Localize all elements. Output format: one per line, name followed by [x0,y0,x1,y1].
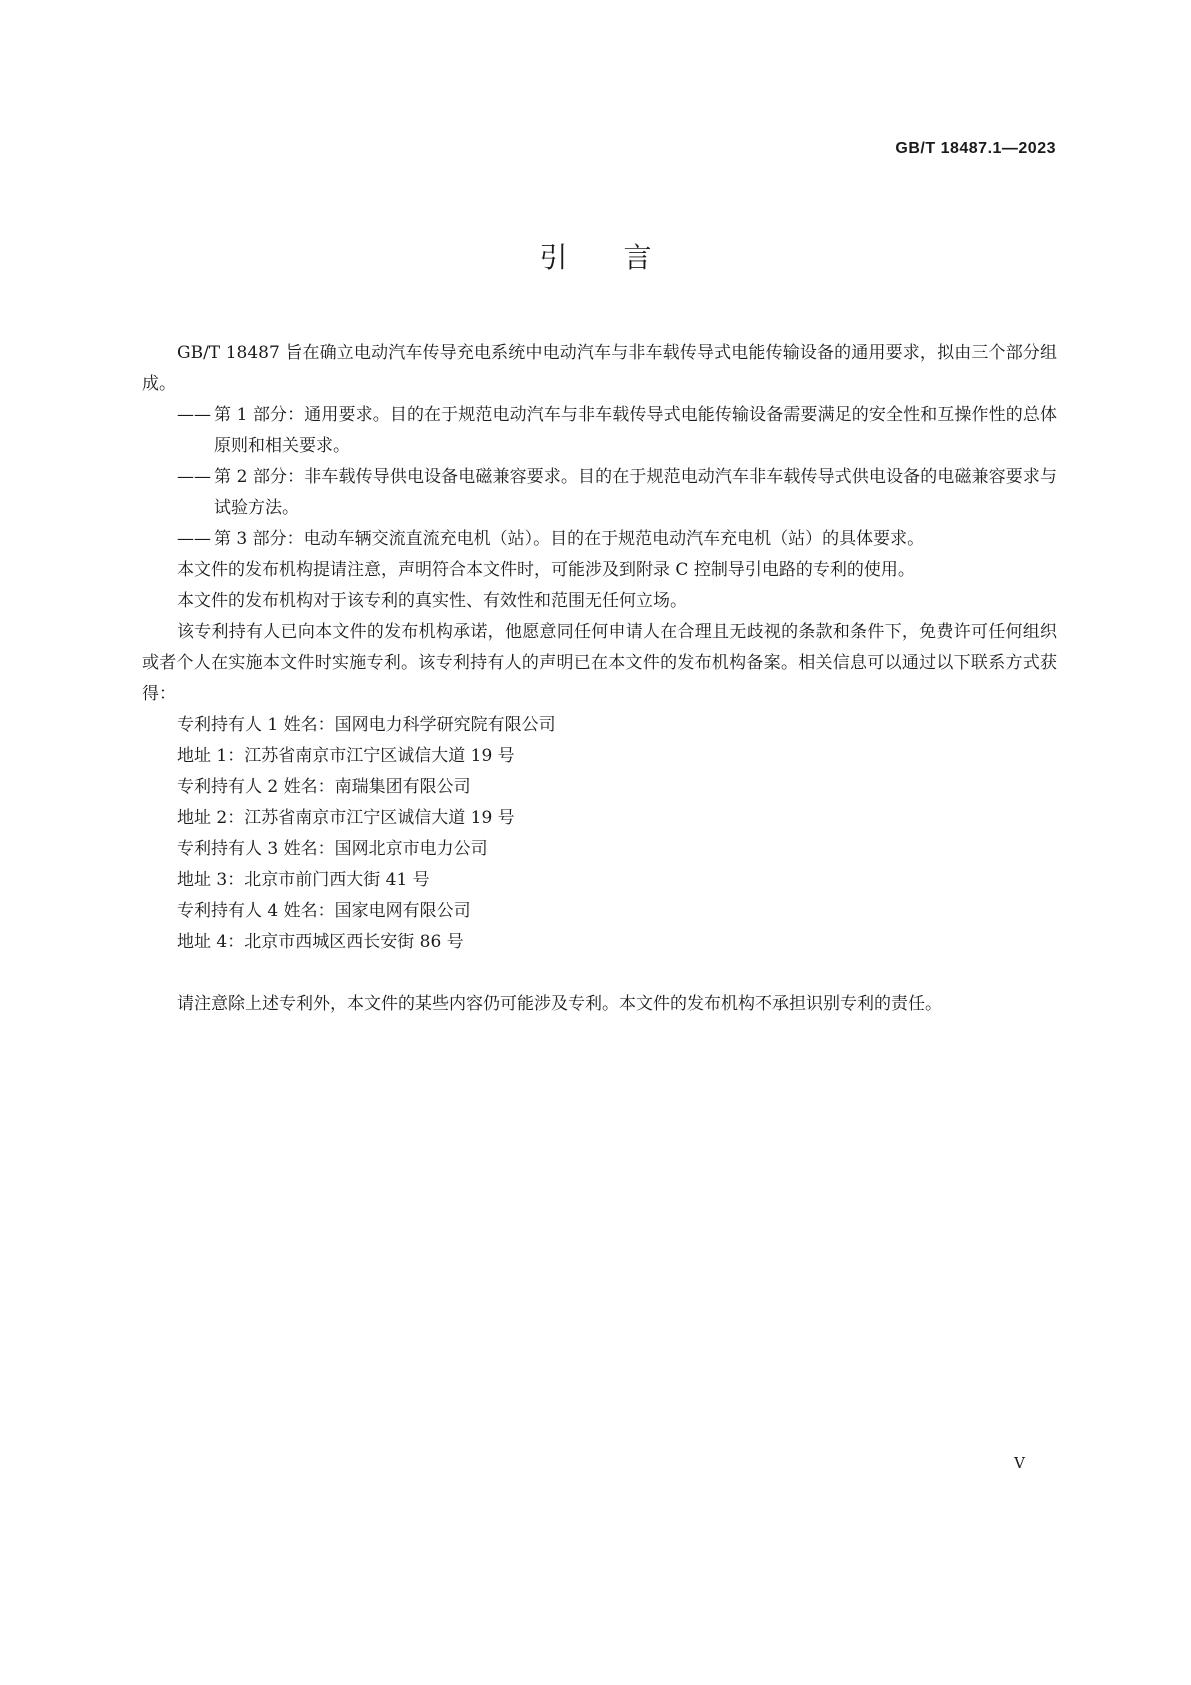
standard-code: GB/T 18487.1—2023 [895,140,1056,157]
holder-line: 地址 4：北京市西城区西长安街 86 号 [177,932,464,952]
page-number: V [1014,1454,1025,1472]
part-text: 第 1 部分：通用要求。目的在于规范电动汽车与非车载传导式电能传输设备需要满足的安全性和互操作性的总体原则和相关要求。 [214,405,1057,456]
part-item-2 [142,462,1057,524]
spacer [142,958,1057,989]
dash-marker: —— [177,467,211,487]
patent-notice-paragraph: 本文件的发布机构对于该专利的真实性、有效性和范围无任何立场。 [177,591,687,611]
document-body [142,338,1057,1020]
page-title: 引言 [539,241,708,274]
patent-notice-paragraph: 该专利持有人已向本文件的发布机构承诺，他愿意同任何申请人在合理且无歧视的条款和条件下，免费许可任何组织或者个人在实施本文件时实施专利。该专利持有人的声明已在本文件的发布机构备案。相关信息可以通过以下联系方式获得： [142,622,1057,704]
holder-line: 专利持有人 2 姓名：南瑞集团有限公司 [177,777,471,797]
holder-line: 专利持有人 3 姓名：国网北京市电力公司 [177,839,488,859]
holder-line: 专利持有人 4 姓名：国家电网有限公司 [177,901,471,921]
part-item-1 [142,400,1057,462]
part-item-3 [142,524,1057,555]
intro-paragraph: GB/T 18487 旨在确立电动汽车传导充电系统中电动汽车与非车载传导式电能传输设备的通用要求，拟由三个部分组成。 [142,343,1057,394]
closing-paragraph: 请注意除上述专利外，本文件的某些内容仍可能涉及专利。本文件的发布机构不承担识别专利的责任。 [177,994,942,1014]
dash-marker: —— [177,405,211,425]
holder-line: 地址 1：江苏省南京市江宁区诚信大道 19 号 [177,746,515,766]
part-text: 第 2 部分：非车载传导供电设备电磁兼容要求。目的在于规范电动汽车非车载传导式供电设备的电磁兼容要求与试验方法。 [214,467,1057,518]
holder-line: 专利持有人 1 姓名：国网电力科学研究院有限公司 [177,715,556,735]
patent-notice-paragraph: 本文件的发布机构提请注意，声明符合本文件时，可能涉及到附录 C 控制导引电路的专利的使用。 [177,560,915,580]
dash-marker: —— [177,529,211,549]
holder-line: 地址 3：北京市前门西大街 41 号 [177,870,430,890]
holder-line: 地址 2：江苏省南京市江宁区诚信大道 19 号 [177,808,515,828]
part-text: 第 3 部分：电动车辆交流直流充电机（站）。目的在于规范电动汽车充电机（站）的具体要求。 [214,529,925,549]
